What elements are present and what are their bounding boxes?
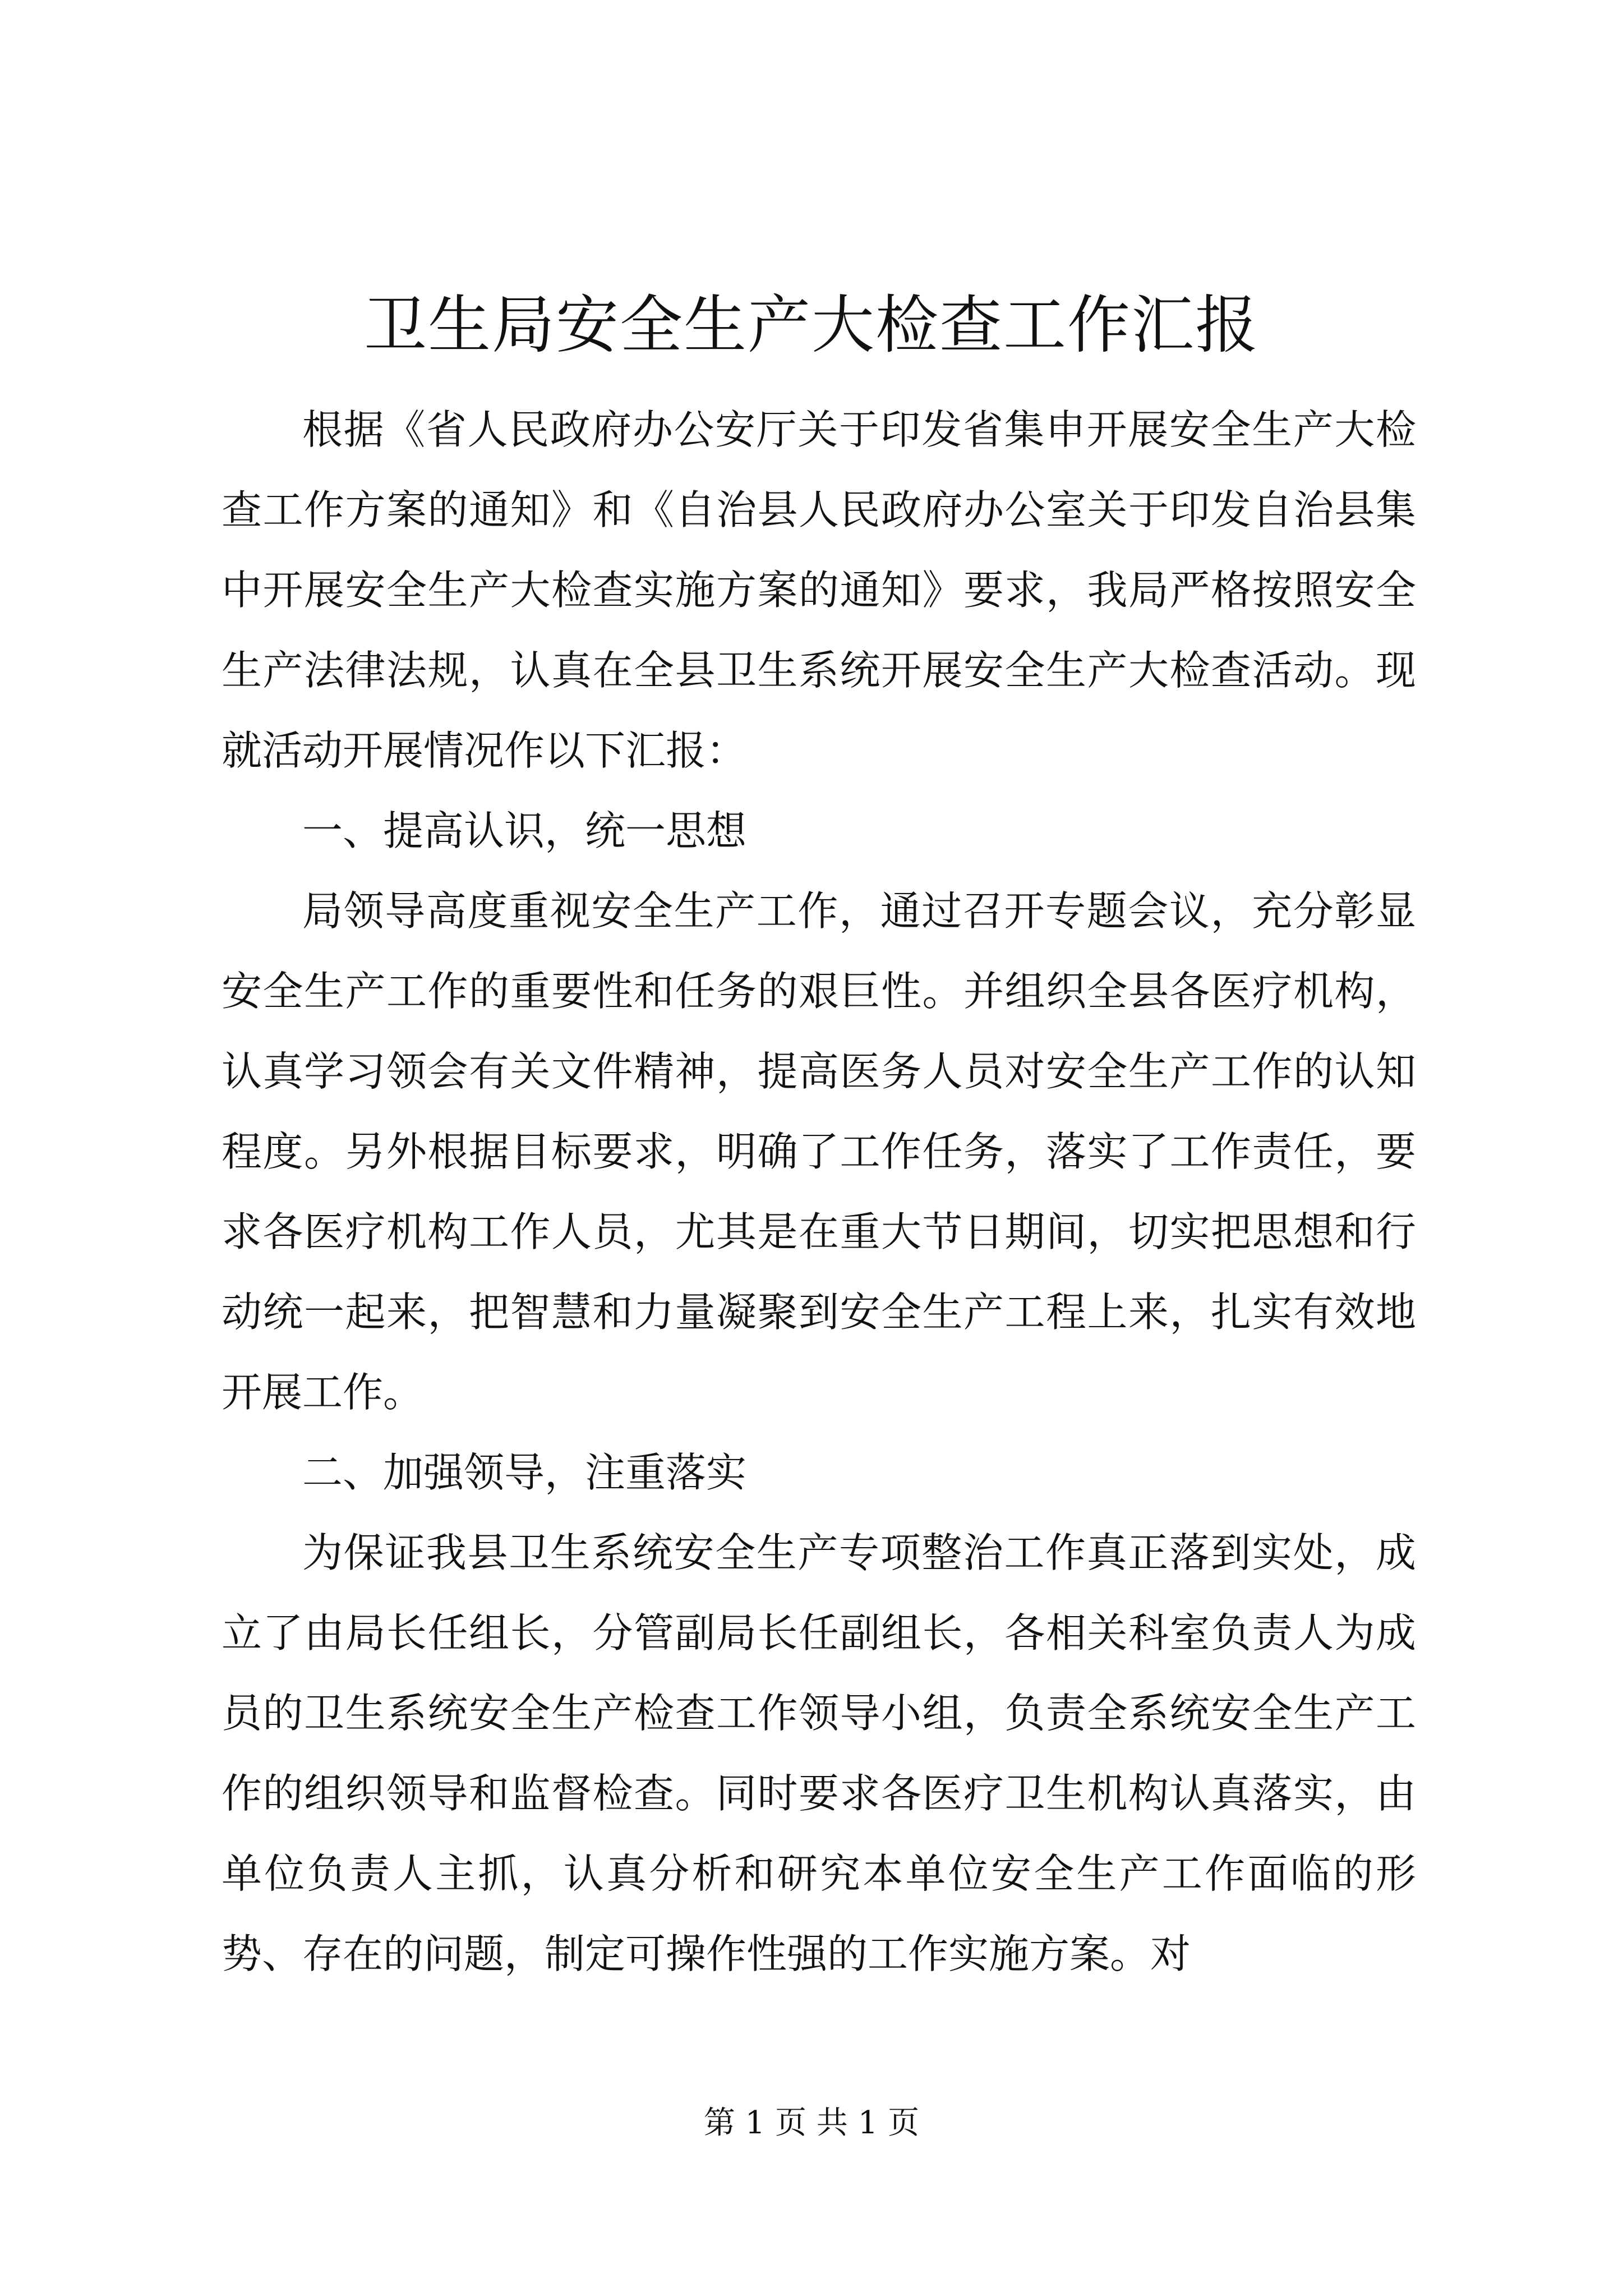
paragraph-section-2: 为保证我县卫生系统安全生产专项整治工作真正落到实处，成立了由局长任组长，分管副局长任副组长，各相关科室负责人为成员的卫生系统安全生产检查工作领导小组，负责全系统安全生产工作的组织领导和监督检查。同时要求各医疗卫生机构认真落实，由单位负责人主抓，认真分析和研究本单位安全生产工作面临的形势、存在的问题，制定可操作性强的工作实施方案。对 — [222, 1529, 1416, 1977]
document-body — [222, 390, 1416, 1994]
paragraph-section-1: 局领导高度重视安全生产工作，通过召开专题会议，充分彰显安全生产工作的重要性和任务的艰巨性。并组织全县各医疗机构，认真学习领会有关文件精神，提高医务人员对安全生产工作的认知程度。另外根据目标要求，明确了工作任务，落实了工作责任，要求各医疗机构工作人员，尤其是在重大节日期间，切实把思想和行动统一起来，把智慧和力量凝聚到安全生产工程上来，扎实有效地开展工作。 — [222, 887, 1416, 1416]
page-footer: 第 1 页 共 1 页 — [703, 2105, 920, 2141]
paragraph-intro: 根据《省人民政府办公安厅关于印发省集申开展安全生产大检查工作方案的通知》和《自治县人民政府办公室关于印发自治县集中开展安全生产大检查实施方案的通知》要求，我局严格按照安全生产法律法规，认真在全县卫生系统开展安全生产大检查活动。现就活动开展情况作以下汇报： — [222, 406, 1416, 774]
section-heading-1: 一、提高认识，统一思想 — [302, 807, 747, 854]
document-title: 卫生局安全生产大检查工作汇报 — [364, 289, 1259, 362]
section-heading-2: 二、加强领导，注重落实 — [302, 1449, 747, 1496]
